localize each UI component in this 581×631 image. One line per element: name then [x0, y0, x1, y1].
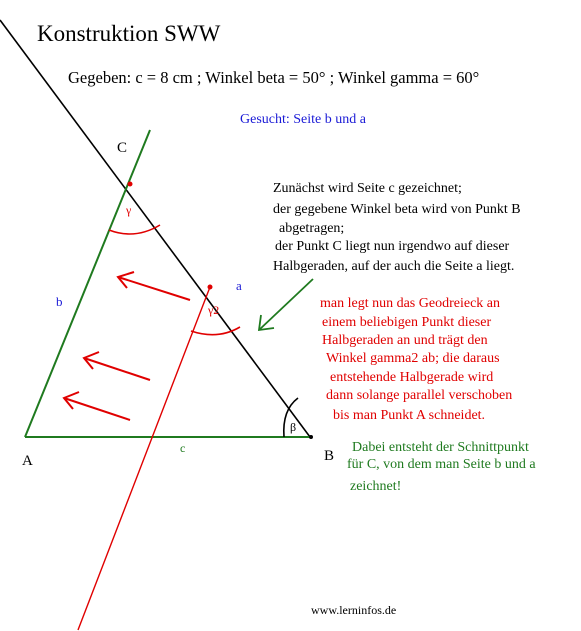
note-red-line: man legt nun das Geodreieck an — [320, 296, 500, 311]
note-red-line: Halbgeraden an und trägt den — [322, 333, 488, 348]
point-c-marker — [128, 182, 133, 187]
note-green-line: für C, von dem man Seite b und a — [347, 457, 536, 472]
note-black-line: Halbgeraden, auf der auch die Seite a liegt. — [273, 259, 515, 274]
label-side-a: a — [236, 278, 242, 293]
note-red-line: bis man Punkt A schneidet. — [333, 408, 486, 423]
note-red-line: einem beliebigen Punkt dieser — [322, 315, 492, 330]
note-black-line: abgetragen; — [279, 221, 345, 236]
label-point-c: C — [117, 140, 128, 156]
label-point-b: B — [324, 448, 335, 464]
note-black-line: Zunächst wird Seite c gezeichnet; — [273, 181, 462, 196]
note-green-line: Dabei entsteht der Schnittpunkt — [352, 440, 529, 455]
label-gamma: γ — [126, 203, 132, 217]
red-arrow — [84, 352, 150, 380]
note-black-line: der gegebene Winkel beta wird von Punkt B — [273, 202, 521, 217]
gamma2-construction-line — [78, 287, 210, 630]
label-beta: β — [290, 420, 297, 434]
note-green-line: zeichnet! — [350, 479, 402, 494]
label-gamma2: γ2 — [208, 303, 220, 317]
given-text: Gegeben: c = 8 cm ; Winkel beta = 50° ; Winkel gamma = 60° — [68, 68, 480, 87]
note-red-line: entstehende Halbgerade wird — [330, 370, 494, 385]
note-red-line: Winkel gamma2 ab; die daraus — [326, 351, 500, 366]
note-red-line: dann solange parallel verschoben — [326, 388, 513, 403]
gamma2-point-marker — [208, 285, 213, 290]
title: Konstruktion SWW — [37, 21, 221, 46]
green-pointer-arrow — [259, 279, 313, 330]
point-b-marker — [309, 435, 313, 439]
label-side-b: b — [56, 294, 63, 309]
red-arrow — [64, 392, 130, 420]
red-arrow — [118, 272, 190, 300]
footer-url: www.lerninfos.de — [311, 603, 397, 617]
label-side-c: c — [180, 441, 186, 455]
sought-text: Gesucht: Seite b und a — [240, 112, 366, 127]
label-point-a: A — [22, 453, 33, 469]
side-b-line — [25, 130, 150, 437]
gamma-arc — [109, 225, 160, 234]
note-black-line: der Punkt C liegt nun irgendwo auf dieser — [275, 239, 510, 254]
